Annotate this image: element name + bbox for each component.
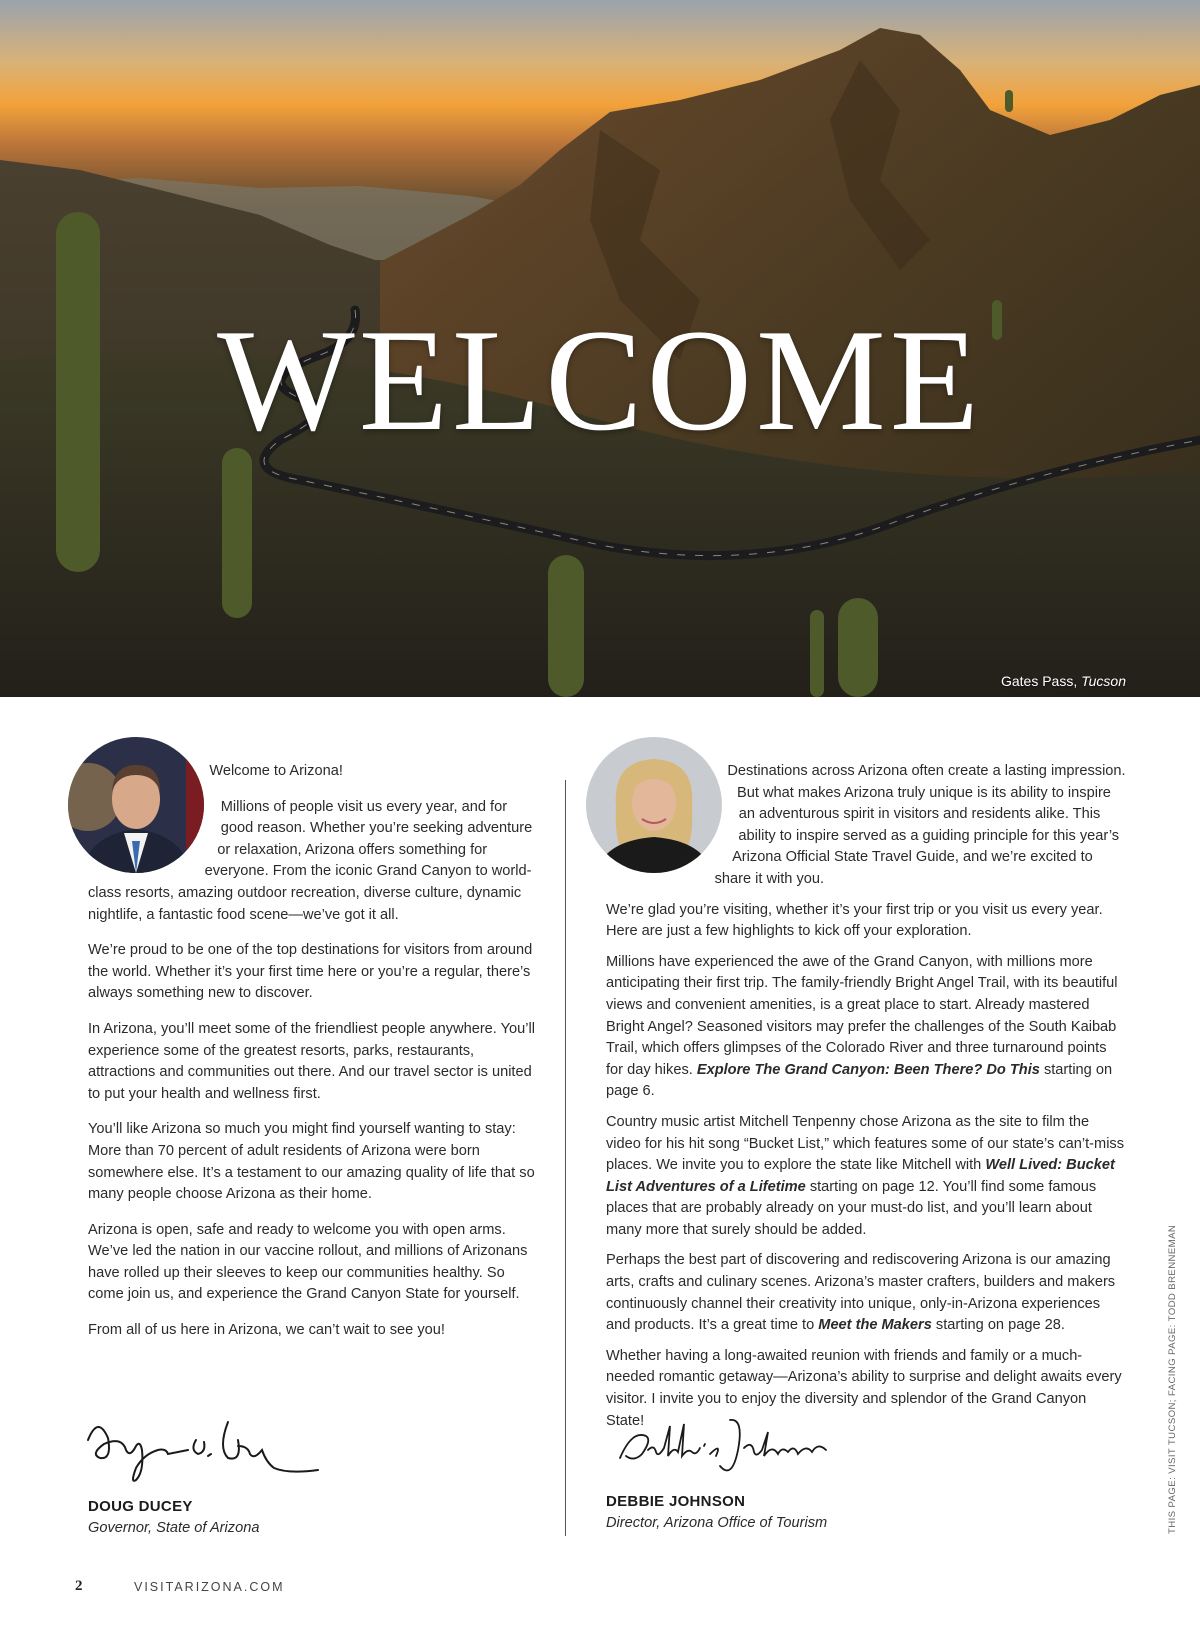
page-number: 2 bbox=[75, 1578, 83, 1594]
photo-caption bbox=[1001, 673, 1126, 689]
governor-name: DOUG DUCEY bbox=[88, 1498, 193, 1515]
governor-signature bbox=[78, 1410, 338, 1490]
letter-paragraph: Country music artist Mitchell Tenpenny chose Arizona as the site to film the video for his hit song “Bucket List,” which features some of our state’s can’t-miss places. We invite you to explore the state like Mitchell with Well Lived: Bucket List Adventures of a Lifetime starting on page 12. You’ll find some famous places that are probably already on your must-do list, and you’ll learn about many more that surely should be added. bbox=[606, 1113, 1125, 1238]
governor-portrait bbox=[68, 737, 204, 873]
website-url: VISITARIZONA.COM bbox=[134, 1580, 285, 1594]
letter-paragraph: We’re proud to be one of the top destinations for visitors from around the world. Whether it’s your first time here or you’re a regular, there’s always something new to discover. bbox=[88, 942, 533, 1002]
column-divider bbox=[565, 780, 566, 1536]
article-reference: Well Lived: Bucket List Adventures of a Lifetime bbox=[606, 1157, 1115, 1195]
caption-city: Tucson bbox=[1081, 673, 1126, 689]
letter-paragraph: You’ll like Arizona so much you might find yourself wanting to stay: More than 70 percent of adult residents of Arizona were born somewhere else. It’s a testament to our amazing quality of life that so many people choose Arizona as their home. bbox=[88, 1121, 535, 1203]
letter-paragraph: Destinations across Arizona often create a lasting impression. But what makes Arizona truly unique is its ability to inspire an adventurous spirit in visitors and residents alike. This ability to inspire served as a guiding principle for this year’s Arizona Official State Travel Guide, and we’re excited to share it with you. bbox=[714, 763, 1126, 887]
letter-paragraph: Millions of people visit us every year, and for good reason. Whether you’re seeking adventure or relaxation, Arizona offers something for everyone. From the iconic Grand Canyon to world-class resorts, amazing outdoor recreation, diverse culture, dynamic nightlife, a fantastic food scene—we’ve got it all. bbox=[88, 798, 533, 923]
photo-credit: THIS PAGE: VISIT TUCSON; FACING PAGE: TODD BRENNEMAN bbox=[1167, 1224, 1178, 1534]
director-name: DEBBIE JOHNSON bbox=[606, 1493, 746, 1510]
letter-paragraph: Perhaps the best part of discovering and rediscovering Arizona is our amazing arts, crafts and culinary scenes. Arizona’s master crafters, builders and makers continuously channel their creativity into unique, only-in-Arizona experiences and products. It’s a great time to Meet the Makers starting on page 28. bbox=[606, 1252, 1116, 1334]
director-portrait bbox=[586, 737, 722, 873]
governor-title: Governor, State of Arizona bbox=[88, 1520, 260, 1536]
letter-paragraph: Whether having a long-awaited reunion with friends and family or a much-needed romantic getaway—Arizona’s ability to surprise and delight awaits every visitor. I invite you to enjoy the diversity and splendor of the Grand Canyon State! bbox=[606, 1347, 1122, 1429]
governor-letter bbox=[88, 761, 540, 1356]
caption-place: Gates Pass, bbox=[1000, 673, 1078, 689]
letter-paragraph: Welcome to Arizona! bbox=[209, 763, 343, 779]
letter-paragraph: Millions have experienced the awe of the Grand Canyon, with millions more anticipating their first trip. The family-friendly Bright Angel Trail, with its beautiful views and convenient amenities, is a great place to start. Already mastered Bright Angel? Seasoned visitors may prefer the challenges of the South Kaibab Trail, which offers glimpses of the Colorado River and three turnaround points for day hikes. Explore The Grand Canyon: Been There? Do This starting on page 6. bbox=[606, 953, 1118, 1100]
letter-paragraph: We’re glad you’re visiting, whether it’s your first trip or you visit us every year. Here are just a few highlights to kick off your exploration. bbox=[606, 901, 1103, 940]
director-title: Director, Arizona Office of Tourism bbox=[606, 1515, 828, 1531]
article-reference: Explore The Grand Canyon: Been There? Do This bbox=[696, 1061, 1040, 1078]
letter-paragraph: Arizona is open, safe and ready to welcome you with open arms. We’ve led the nation in our vaccine rollout, and millions of Arizonans have rolled up their sleeves to keep our communities healthy. So come join us, and experience the Grand Canyon State for yourself. bbox=[88, 1221, 528, 1303]
letter-paragraph: In Arizona, you’ll meet some of the friendliest people anywhere. You’ll experience some of the greatest resorts, parks, restaurants, attractions and communities out there. And our travel sector is united to put your health and wellness first. bbox=[88, 1020, 535, 1102]
director-letter bbox=[606, 761, 1126, 1441]
page-title: WELCOME bbox=[217, 299, 983, 461]
hero-photo bbox=[0, 0, 1200, 697]
director-signature bbox=[612, 1410, 842, 1482]
letter-paragraph: From all of us here in Arizona, we can’t wait to see you! bbox=[88, 1322, 445, 1339]
article-reference: Meet the Makers bbox=[818, 1317, 932, 1334]
